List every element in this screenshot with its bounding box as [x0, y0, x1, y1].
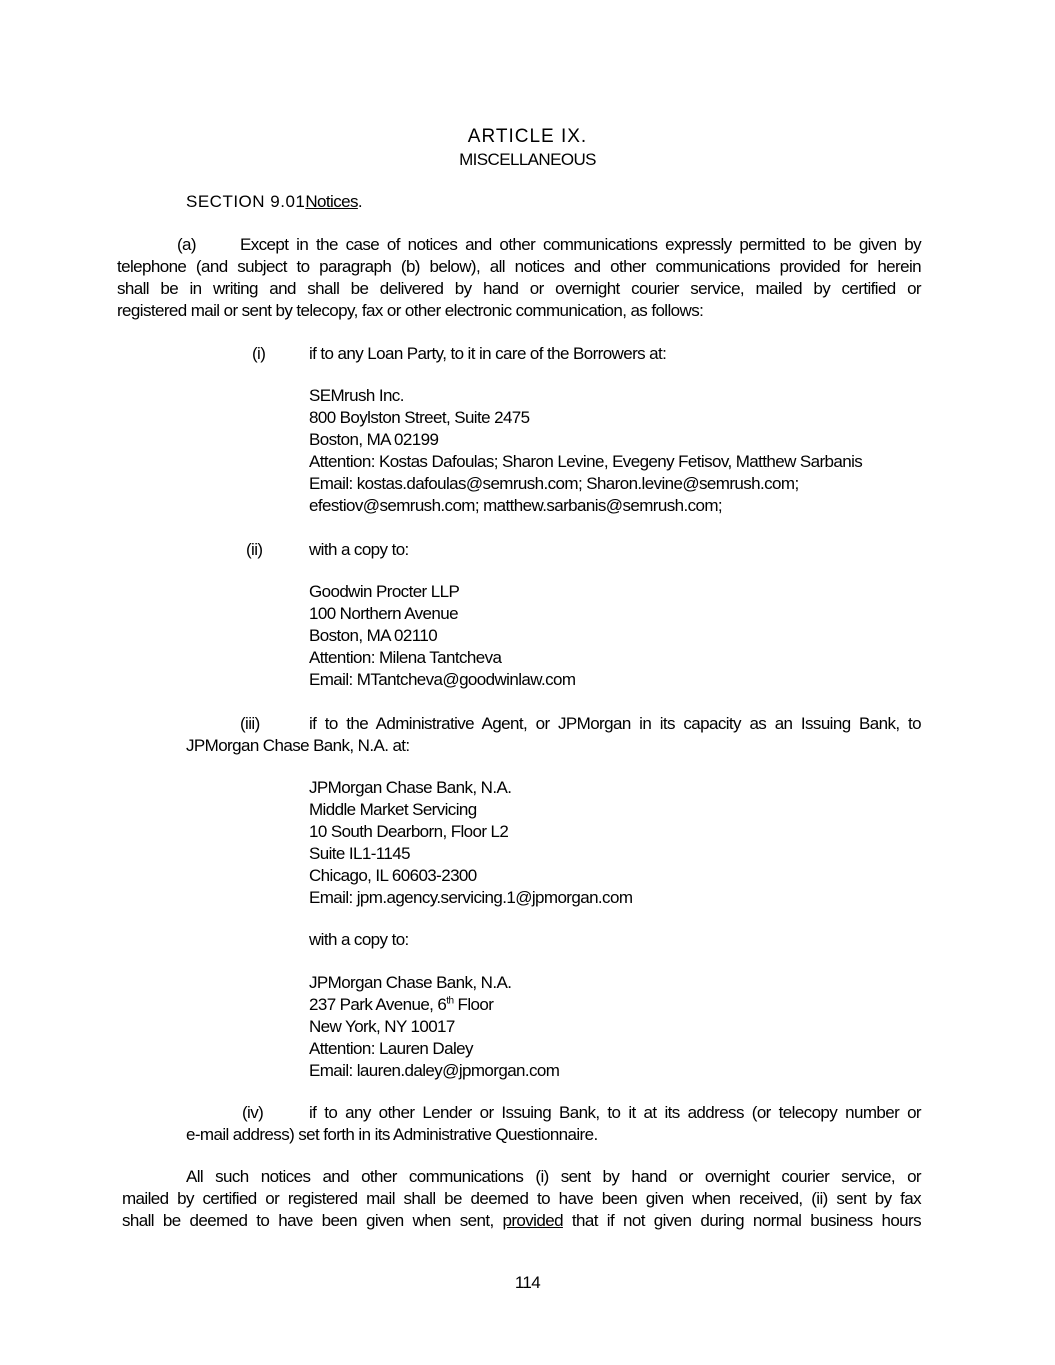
address-line: JPMorgan Chase Bank, N.A.: [309, 973, 512, 992]
address-line: Boston, MA 02199: [309, 430, 439, 449]
address-line: 10 South Dearborn, Floor L2: [309, 822, 509, 841]
address-line: Attention: Kostas Dafoulas; Sharon Levine, Evegeny Fetisov, Matthew Sarbanis: [309, 452, 863, 471]
address-line: Middle Market Servicing: [309, 800, 477, 819]
para-a-label: (a): [177, 235, 196, 254]
closing-line: shall be deemed to have been given when sent, provided that if not given during normal business hours: [122, 1211, 921, 1230]
article-title: ARTICLE IX.: [467, 126, 588, 147]
item-ii-text: with a copy to:: [309, 540, 409, 559]
para-a-line: registered mail or sent by telecopy, fax or other electronic communication, as follows:: [117, 301, 704, 320]
item-iii-label: (iii): [240, 714, 260, 733]
para-a-line: telephone (and subject to paragraph (b) below), all notices and other communications provided for herein: [117, 257, 921, 276]
article-subtitle: MISCELLANEOUS: [459, 150, 596, 169]
address-line: Attention: Lauren Daley: [309, 1039, 473, 1058]
provided-emphasis: provided: [502, 1211, 563, 1230]
copy-label: with a copy to:: [309, 930, 409, 949]
item-iii-line: JPMorgan Chase Bank, N.A. at:: [186, 736, 410, 755]
address-goodwin: [309, 581, 575, 691]
item-ii-label: (ii): [246, 540, 263, 559]
address-line: 800 Boylston Street, Suite 2475: [309, 408, 530, 427]
item-iv-line: if to any other Lender or Issuing Bank, to it at its address (or telecopy number or: [309, 1103, 921, 1122]
closing-line: mailed by certified or registered mail shall be deemed to have been given when received, (ii) sent by fax: [122, 1189, 921, 1208]
item-i-text: if to any Loan Party, to it in care of the Borrowers at:: [309, 344, 667, 363]
closing-line: All such notices and other communications (i) sent by hand or overnight courier service, or: [186, 1167, 921, 1186]
address-line: Email: kostas.dafoulas@semrush.com; Sharon.levine@semrush.com;: [309, 474, 799, 493]
address-line: Attention: Milena Tantcheva: [309, 648, 502, 667]
address-line: JPMorgan Chase Bank, N.A.: [309, 778, 512, 797]
address-line: New York, NY 10017: [309, 1017, 455, 1036]
address-line: Goodwin Procter LLP: [309, 582, 460, 601]
address-line: Email: MTantcheva@goodwinlaw.com: [309, 670, 576, 689]
address-line: Boston, MA 02110: [309, 626, 438, 645]
para-a-line: shall be in writing and shall be delivered by hand or overnight courier service, mailed by certified or: [117, 279, 921, 298]
address-line: Email: jpm.agency.servicing.1@jpmorgan.com: [309, 888, 633, 907]
address-line: efestiov@semrush.com; matthew.sarbanis@semrush.com;: [309, 496, 723, 515]
item-iii-line: if to the Administrative Agent, or JPMorgan in its capacity as an Issuing Bank, to: [309, 714, 921, 733]
item-i-label: (i): [252, 344, 266, 363]
address-line: 100 Northern Avenue: [309, 604, 458, 623]
item-iv-label: (iv): [242, 1103, 264, 1122]
address-line: Email: lauren.daley@jpmorgan.com: [309, 1061, 560, 1080]
address-jpmorgan-ny: [309, 972, 559, 1082]
section-title: Notices: [305, 192, 358, 211]
address-line: Suite IL1-1145: [309, 844, 410, 863]
address-line: Chicago, IL 60603-2300: [309, 866, 477, 885]
section-number: SECTION 9.01: [186, 192, 306, 211]
item-iv-line: e-mail address) set forth in its Administrative Questionnaire.: [186, 1125, 598, 1144]
address-line: 237 Park Avenue, 6th Floor: [309, 995, 494, 1014]
section-heading: SECTION 9.01Notices.: [186, 192, 362, 211]
para-a-line: Except in the case of notices and other communications expressly permitted to be given by: [240, 235, 921, 254]
address-line: SEMrush Inc.: [309, 386, 404, 405]
page-number: 114: [514, 1273, 541, 1292]
address-jpmorgan-chicago: [309, 777, 632, 909]
address-semrush: [309, 385, 862, 517]
